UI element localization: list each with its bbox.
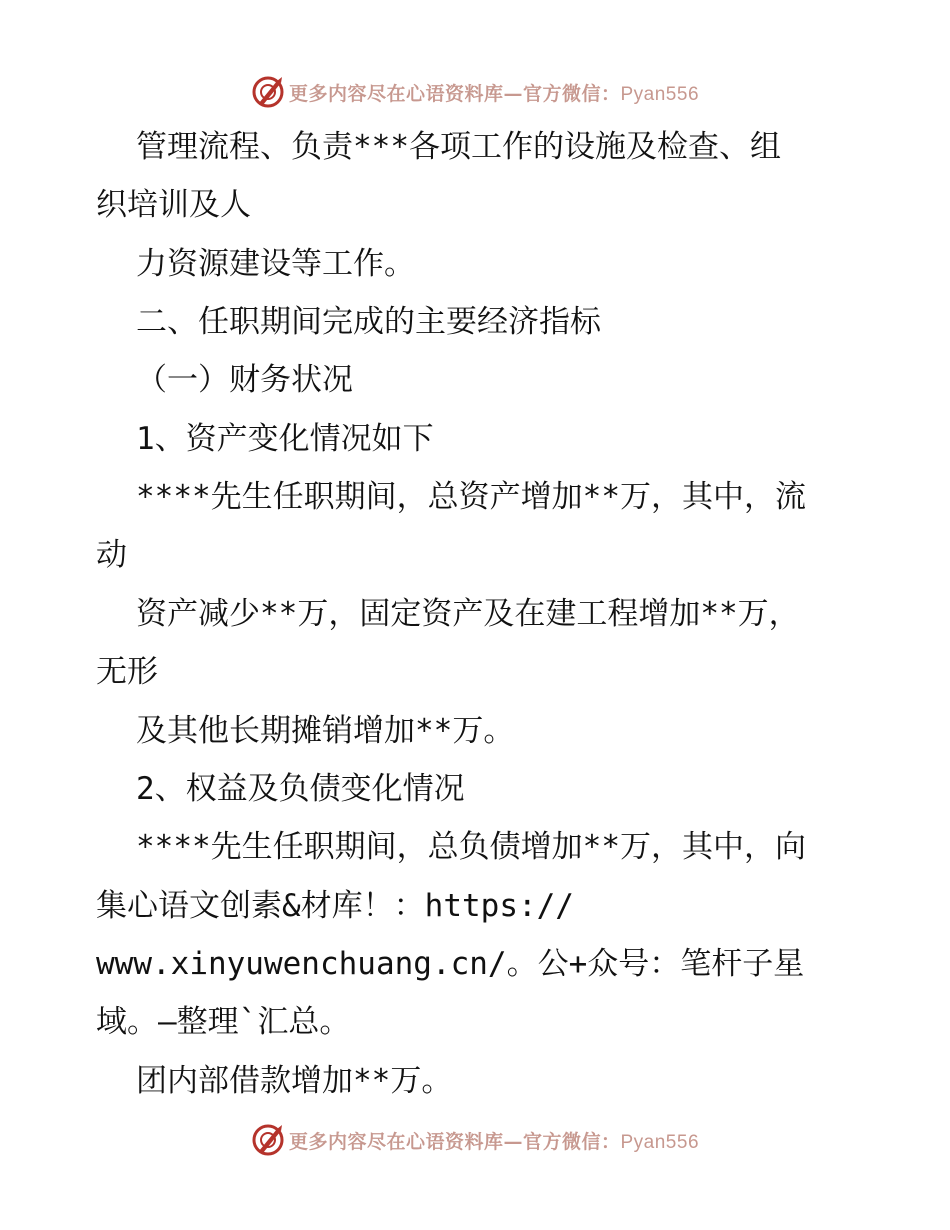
footer-watermark-banner — [0, 1120, 950, 1160]
subsection-heading: （一）财务状况 — [136, 362, 353, 398]
banner-text — [289, 1127, 699, 1154]
text-line: 集心语文创素&材库！：https:// — [96, 888, 574, 924]
text-line: 域。—整理`汇总。 — [96, 1004, 351, 1040]
header-watermark-banner — [0, 72, 950, 112]
text-line: 及其他长期摊销增加**万。 — [136, 713, 515, 749]
text-line: ****先生任职期间，总资产增加**万，其中，流 — [136, 479, 806, 515]
text-line: 无形 — [96, 654, 158, 690]
text-line: 团内部借款增加**万。 — [136, 1063, 453, 1099]
section-heading: 二、任职期间完成的主要经济指标 — [136, 304, 601, 340]
text-line: 力资源建设等工作。 — [136, 246, 415, 282]
text-line: 织培训及人 — [96, 187, 251, 223]
banner-slogan: 更多内容尽在心语资料库—官方微信： — [288, 82, 621, 105]
banner-slogan: 更多内容尽在心语资料库—官方微信： — [288, 1130, 621, 1153]
quill-logo-icon — [251, 75, 285, 109]
wechat-id: Pyan556 — [620, 1131, 700, 1153]
text-line: 资产减少**万，固定资产及在建工程增加**万， — [136, 596, 800, 632]
text-line: 动 — [96, 537, 127, 573]
item-heading: 2、权益及负债变化情况 — [136, 771, 465, 807]
wechat-id: Pyan556 — [620, 83, 700, 105]
item-heading: 1、资产变化情况如下 — [136, 421, 434, 457]
text-line: ****先生任职期间，总负债增加**万，其中，向 — [136, 829, 806, 865]
text-line: www.xinyuwenchuang.cn/。公+众号：笔杆子星 — [96, 946, 805, 982]
banner-text — [289, 79, 699, 106]
quill-logo-icon — [251, 1123, 285, 1157]
text-line: 管理流程、负责***各项工作的设施及检查、组 — [136, 129, 781, 165]
